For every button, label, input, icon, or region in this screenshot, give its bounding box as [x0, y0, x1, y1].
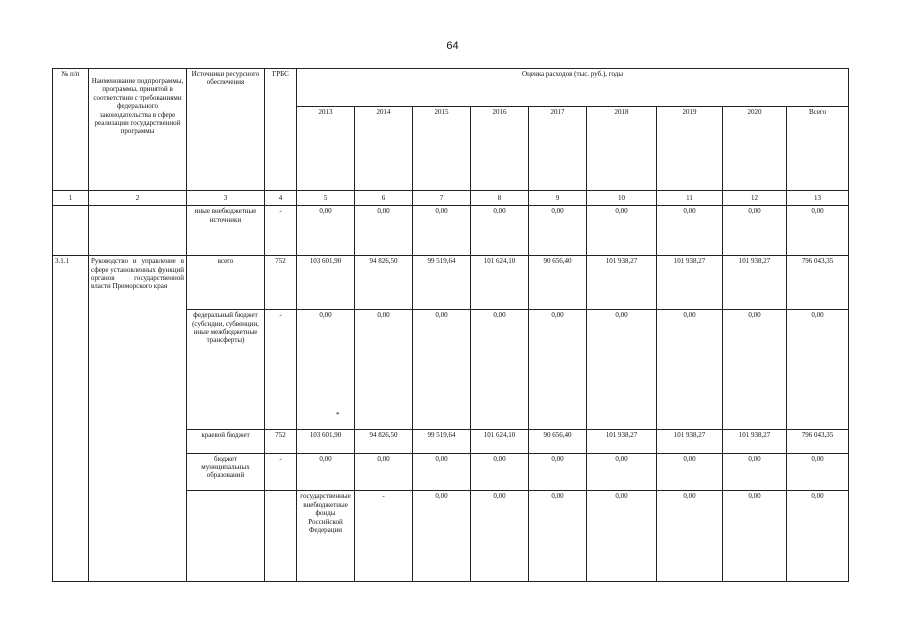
year-header: 2016	[471, 106, 529, 190]
row-name: Руководство и управление в сфере установленных функций органов государственной власти Приморского края	[89, 256, 187, 582]
column-number: 12	[723, 191, 787, 206]
value-cell: 90 656,40	[529, 430, 587, 453]
value-cell: 0,00	[657, 310, 723, 430]
column-number: 7	[413, 191, 471, 206]
value-cell: 0,00	[413, 206, 471, 256]
value-cell: 0,00	[297, 453, 355, 491]
grbs-header: ГРБС	[265, 69, 297, 191]
value-cell: 0,00	[471, 310, 529, 430]
table-row	[53, 206, 849, 256]
stray-mark: *	[336, 411, 340, 419]
value-cell: 103 601,90	[297, 256, 355, 310]
sources-header: Источники ресурсного обеспечения	[187, 69, 265, 191]
value-cell: 0,00	[297, 206, 355, 256]
row-source: краевой бюджет	[187, 430, 265, 453]
value-cell: 0,00	[723, 310, 787, 430]
row-grbs: 752	[265, 430, 297, 453]
value-cell: 0,00	[587, 491, 657, 582]
row-source: бюджет муниципальных образований	[187, 453, 265, 491]
column-number: 6	[355, 191, 413, 206]
row-num	[53, 206, 89, 256]
column-number: 10	[587, 191, 657, 206]
header-row	[53, 69, 849, 107]
value-cell: 101 938,27	[723, 256, 787, 310]
value-cell: 0,00	[723, 491, 787, 582]
year-header: 2017	[529, 106, 587, 190]
value-cell: 0,00	[529, 491, 587, 582]
column-number: 8	[471, 191, 529, 206]
value-cell: 0,00	[723, 206, 787, 256]
num-header: № п/п	[53, 69, 89, 191]
column-number: 5	[297, 191, 355, 206]
row-grbs: -	[265, 310, 297, 430]
total-cell: 796 043,35	[787, 430, 849, 453]
value-cell: 0,00	[529, 206, 587, 256]
column-number: 2	[89, 191, 187, 206]
row-num: 3.1.1	[53, 256, 89, 582]
column-number: 4	[265, 191, 297, 206]
total-cell: 0,00	[787, 453, 849, 491]
row-name	[89, 206, 187, 256]
column-number: 13	[787, 191, 849, 206]
estimate-header: Оценка расходов (тыс. руб.), годы	[297, 69, 849, 107]
year-header: 2013	[297, 106, 355, 190]
value-cell: 101 938,27	[587, 256, 657, 310]
page-number: 64	[446, 40, 459, 52]
column-number: 3	[187, 191, 265, 206]
value-cell: 0,00	[413, 453, 471, 491]
row-num	[187, 491, 265, 582]
value-cell: 0,00	[587, 453, 657, 491]
value-cell: 0,00	[355, 206, 413, 256]
value-cell: 0,00	[471, 453, 529, 491]
total-header: Всего	[787, 106, 849, 190]
value-cell: 0,00	[355, 453, 413, 491]
value-cell: 0,00	[529, 453, 587, 491]
total-cell: 796 043,35	[787, 256, 849, 310]
total-cell: 0,00	[787, 206, 849, 256]
row-grbs: -	[265, 206, 297, 256]
budget-table	[52, 68, 849, 582]
value-cell: 101 938,27	[723, 430, 787, 453]
year-header: 2019	[657, 106, 723, 190]
value-cell: 101 938,27	[587, 430, 657, 453]
value-cell: 103 601,90	[297, 430, 355, 453]
value-cell: 0,00	[587, 310, 657, 430]
value-cell: 101 938,27	[657, 430, 723, 453]
value-cell: 99 519,64	[413, 256, 471, 310]
row-name	[265, 491, 297, 582]
value-cell: 0,00	[787, 491, 849, 582]
row-source: всего	[187, 256, 265, 310]
table-row	[53, 256, 849, 310]
year-header: 2018	[587, 106, 657, 190]
row-grbs: 752	[265, 256, 297, 310]
row-source: государственные внебюджетные фонды Российской Федерации	[297, 491, 355, 582]
column-number-row	[53, 191, 849, 206]
name-header: Наименование подпрограммы, программы, принятой в соответствии с требованиями федерального законодательства в сфере реализации государственной программы	[89, 69, 187, 191]
value-cell: 101 624,10	[471, 430, 529, 453]
value-cell: 0,00	[657, 491, 723, 582]
value-cell: 0,00	[355, 310, 413, 430]
value-cell: 101 938,27	[657, 256, 723, 310]
row-source: федеральный бюджет (субсидии, субвенции, иные межбюджетные трансферты)	[187, 310, 265, 430]
row-grbs: -	[265, 453, 297, 491]
column-number: 9	[529, 191, 587, 206]
year-header: 2015	[413, 106, 471, 190]
value-cell: 0,00	[587, 206, 657, 256]
value-cell: 0,00	[723, 453, 787, 491]
total-cell: 0,00	[787, 310, 849, 430]
column-number: 11	[657, 191, 723, 206]
year-header: 2020	[723, 106, 787, 190]
value-cell: 101 624,10	[471, 256, 529, 310]
column-number: 1	[53, 191, 89, 206]
value-cell: 0,00	[297, 310, 355, 430]
year-header: 2014	[355, 106, 413, 190]
value-cell: 0,00	[657, 453, 723, 491]
value-cell: 0,00	[413, 310, 471, 430]
value-cell: 0,00	[471, 491, 529, 582]
row-source: иные внебюджетные источники	[187, 206, 265, 256]
value-cell: 94 826,50	[355, 430, 413, 453]
value-cell: 94 826,50	[355, 256, 413, 310]
value-cell: 0,00	[471, 206, 529, 256]
value-cell: 0,00	[657, 206, 723, 256]
value-cell: 90 656,40	[529, 256, 587, 310]
value-cell: 0,00	[413, 491, 471, 582]
value-cell: 99 519,64	[413, 430, 471, 453]
value-cell: 0,00	[529, 310, 587, 430]
row-grbs: -	[355, 491, 413, 582]
